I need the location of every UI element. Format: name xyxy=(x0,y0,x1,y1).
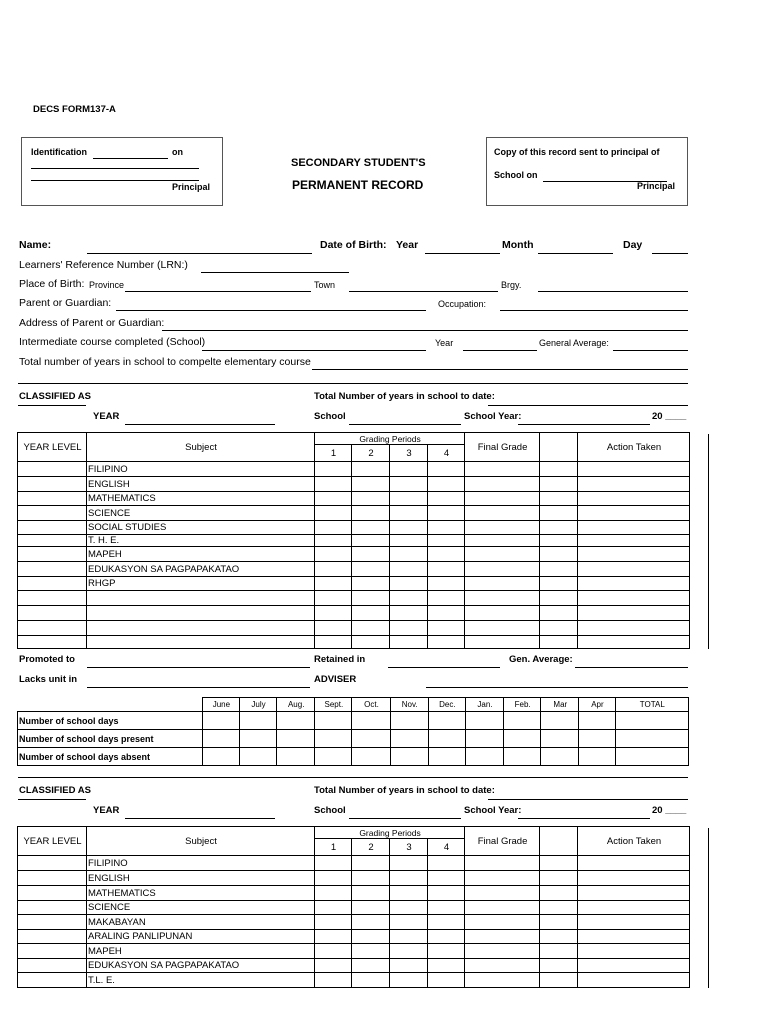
period-3-header: 3 xyxy=(390,445,428,462)
table-row xyxy=(18,577,690,591)
identification-box xyxy=(21,137,223,206)
subject-cell: FILIPINO xyxy=(87,856,315,871)
dob-day-label: Day xyxy=(623,239,643,251)
month-july: July xyxy=(239,698,276,712)
subject-cell: SCIENCE xyxy=(87,901,315,915)
name-label: Name: xyxy=(19,239,52,251)
action-taken-header: Action Taken xyxy=(578,433,690,462)
total-years-to-date-label-2: Total Number of years in school to date: xyxy=(314,785,495,796)
adviser-label: ADVISER xyxy=(314,674,357,685)
month-mar: Mar xyxy=(541,698,579,712)
gen-average-label: Gen. Average: xyxy=(509,654,573,665)
days-absent-label: Number of school days absent xyxy=(18,748,203,766)
school-line[interactable] xyxy=(349,424,461,425)
period-3-header-2: 3 xyxy=(390,839,428,856)
copy-record-label: Copy of this record sent to principal of xyxy=(494,147,660,157)
title-line1: SECONDARY STUDENT'S xyxy=(291,157,426,169)
on-label: on xyxy=(172,147,183,157)
retained-in-label: Retained in xyxy=(314,654,366,665)
school-on-label: School on xyxy=(494,170,538,180)
province-label: Province xyxy=(89,280,125,290)
month-aug: Aug. xyxy=(277,698,315,712)
year-line[interactable] xyxy=(125,424,275,425)
table-row xyxy=(18,730,689,748)
subject-cell: MATHEMATICS xyxy=(87,492,315,506)
school-year-line-2[interactable] xyxy=(518,818,650,819)
table-row xyxy=(18,506,690,521)
parent-label: Parent or Guardian: xyxy=(19,297,112,309)
school-label: School xyxy=(314,411,346,422)
town-label: Town xyxy=(314,280,336,290)
table-row xyxy=(18,636,690,649)
adviser-line[interactable] xyxy=(426,687,688,688)
table-row xyxy=(18,915,690,930)
month-apr: Apr xyxy=(579,698,615,712)
dob-month-label: Month xyxy=(502,239,534,251)
brgy-line[interactable] xyxy=(538,291,688,292)
year-line-2[interactable] xyxy=(125,818,275,819)
period-1-header-2: 1 xyxy=(315,839,352,856)
classified-as-label-2: CLASSIFIED AS xyxy=(19,785,91,796)
retained-in-line[interactable] xyxy=(388,667,500,668)
intermediate-label: Intermediate course completed (School) xyxy=(19,336,206,348)
school-label-2: School xyxy=(314,805,346,816)
subject-cell: T. H. E. xyxy=(87,535,315,547)
table-row xyxy=(18,477,690,492)
attendance-table xyxy=(17,697,689,766)
lrn-line[interactable] xyxy=(201,272,349,273)
days-present-label: Number of school days present xyxy=(18,730,203,748)
period-2-header: 2 xyxy=(352,445,390,462)
table-row xyxy=(18,856,690,871)
province-line[interactable] xyxy=(125,291,311,292)
month-june: June xyxy=(202,698,239,712)
occupation-label: Occupation: xyxy=(438,299,487,309)
table-row xyxy=(18,535,690,547)
margin-bar-1 xyxy=(708,434,709,649)
subject-cell: ENGLISH xyxy=(87,871,315,886)
identification-line[interactable] xyxy=(93,158,168,159)
table-row xyxy=(18,606,690,621)
month-oct: Oct. xyxy=(352,698,390,712)
month-dec: Dec. xyxy=(428,698,465,712)
table-row xyxy=(18,871,690,886)
id-line-3[interactable] xyxy=(31,180,199,181)
grading-periods-header: Grading Periods xyxy=(315,433,465,445)
general-average-label: General Average: xyxy=(539,338,609,348)
dob-month-line[interactable] xyxy=(538,253,613,254)
lacks-unit-label: Lacks unit in xyxy=(19,674,78,685)
parent-line[interactable] xyxy=(116,310,426,311)
classified-as-line-2[interactable] xyxy=(18,799,86,800)
place-of-birth-label: Place of Birth: xyxy=(19,278,85,290)
subject-cell: FILIPINO xyxy=(87,462,315,477)
total-years-to-date-line-2[interactable] xyxy=(488,799,688,800)
identification-label: Identification xyxy=(31,147,87,157)
subject-cell: RHGP xyxy=(87,577,315,591)
attendance-header-row xyxy=(18,698,689,712)
table-row xyxy=(18,547,690,562)
dob-day-line[interactable] xyxy=(652,253,688,254)
address-line[interactable] xyxy=(162,330,688,331)
year-label-2: YEAR xyxy=(93,805,120,816)
school-days-label: Number of school days xyxy=(18,712,203,730)
subject-cell: MAPEH xyxy=(87,944,315,959)
table-row xyxy=(18,886,690,901)
subject-cell: T.L. E. xyxy=(87,973,315,988)
lacks-unit-line[interactable] xyxy=(87,687,310,688)
subject-cell: MAKABAYAN xyxy=(87,915,315,930)
table-row xyxy=(18,901,690,915)
subject-cell: SOCIAL STUDIES xyxy=(87,521,315,535)
table-row xyxy=(18,621,690,636)
school-year-label: School Year: xyxy=(464,411,522,422)
table-row xyxy=(18,562,690,577)
table-row xyxy=(18,959,690,973)
table-row xyxy=(18,712,689,730)
copy-record-box xyxy=(486,137,688,206)
subject-cell: MATHEMATICS xyxy=(87,886,315,901)
total-years-elem-label: Total number of years in school to compelte elementary course xyxy=(19,356,311,368)
table-row xyxy=(18,492,690,506)
subject-cell: SCIENCE xyxy=(87,506,315,521)
subject-cell: EDUKASYON SA PAGPAPAKATAO xyxy=(87,562,315,577)
month-feb: Feb. xyxy=(504,698,541,712)
final-grade-extra-header xyxy=(540,433,578,462)
school-year-line[interactable] xyxy=(518,424,650,425)
subject-cell: EDUKASYON SA PAGPAPAKATAO xyxy=(87,959,315,973)
school-year-suffix: 20 ____ xyxy=(652,411,687,422)
name-line[interactable] xyxy=(87,253,312,254)
final-grade-header-2: Final Grade xyxy=(465,827,540,856)
period-2-header-2: 2 xyxy=(352,839,390,856)
grades-table-2 xyxy=(17,826,690,988)
final-grade-extra-header-2 xyxy=(540,827,578,856)
gen-average-line[interactable] xyxy=(575,667,688,668)
intermediate-year-label: Year xyxy=(435,338,454,348)
classified-as-label: CLASSIFIED AS xyxy=(19,391,91,402)
table-row xyxy=(18,973,690,988)
school-line-2[interactable] xyxy=(349,818,461,819)
year-label: YEAR xyxy=(93,411,120,422)
form-code: DECS FORM137-A xyxy=(33,104,116,115)
dob-year-label: Year xyxy=(396,239,419,251)
address-label: Address of Parent or Guardian: xyxy=(19,317,165,329)
intermediate-line[interactable] xyxy=(202,350,426,351)
subject-cell: ARALING PANLIPUNAN xyxy=(87,930,315,944)
occupation-line[interactable] xyxy=(500,310,688,311)
section1-divider xyxy=(18,383,688,384)
title-line2: PERMANENT RECORD xyxy=(292,178,424,192)
month-jan: Jan. xyxy=(465,698,503,712)
school-year-suffix-2: 20 ____ xyxy=(652,805,687,816)
year-level-header: YEAR LEVEL xyxy=(18,433,87,462)
total-years-to-date-label: Total Number of years in school to date: xyxy=(314,391,495,402)
month-nov: Nov. xyxy=(390,698,428,712)
grades-table-1 xyxy=(17,432,690,649)
school-year-label-2: School Year: xyxy=(464,805,522,816)
dob-label: Date of Birth: xyxy=(320,239,387,251)
promoted-to-label: Promoted to xyxy=(19,654,75,665)
principal-label: Principal xyxy=(172,182,211,192)
promoted-to-line[interactable] xyxy=(87,667,310,668)
subject-cell: ENGLISH xyxy=(87,477,315,492)
total-years-elem-line[interactable] xyxy=(312,369,688,370)
period-4-header-2: 4 xyxy=(428,839,465,856)
subject-header: Subject xyxy=(87,433,315,462)
table-row xyxy=(18,591,690,606)
total-years-to-date-line[interactable] xyxy=(488,405,688,406)
table-row xyxy=(18,930,690,944)
final-grade-header: Final Grade xyxy=(465,433,540,462)
table-row xyxy=(18,521,690,535)
lrn-label: Learners' Reference Number (LRN:) xyxy=(19,259,188,271)
brgy-label: Brgy. xyxy=(501,280,522,290)
table-row xyxy=(18,748,689,766)
month-total: TOTAL xyxy=(615,698,688,712)
period-1-header: 1 xyxy=(315,445,352,462)
town-line[interactable] xyxy=(349,291,498,292)
subject-header-2: Subject xyxy=(87,827,315,856)
table-row xyxy=(18,944,690,959)
intermediate-year-line[interactable] xyxy=(463,350,537,351)
general-average-line[interactable] xyxy=(613,350,688,351)
subject-cell: MAPEH xyxy=(87,547,315,562)
classified-as-line[interactable] xyxy=(18,405,86,406)
year-level-header-2: YEAR LEVEL xyxy=(18,827,87,856)
action-taken-header-2: Action Taken xyxy=(578,827,690,856)
month-sept: Sept. xyxy=(315,698,352,712)
margin-bar-2 xyxy=(708,828,709,988)
copy-principal-label: Principal xyxy=(637,181,676,191)
dob-year-line[interactable] xyxy=(425,253,500,254)
section2-divider xyxy=(18,777,688,778)
period-4-header: 4 xyxy=(428,445,465,462)
id-line-2[interactable] xyxy=(31,168,199,169)
grading-periods-header-2: Grading Periods xyxy=(315,827,465,839)
table-row xyxy=(18,462,690,477)
